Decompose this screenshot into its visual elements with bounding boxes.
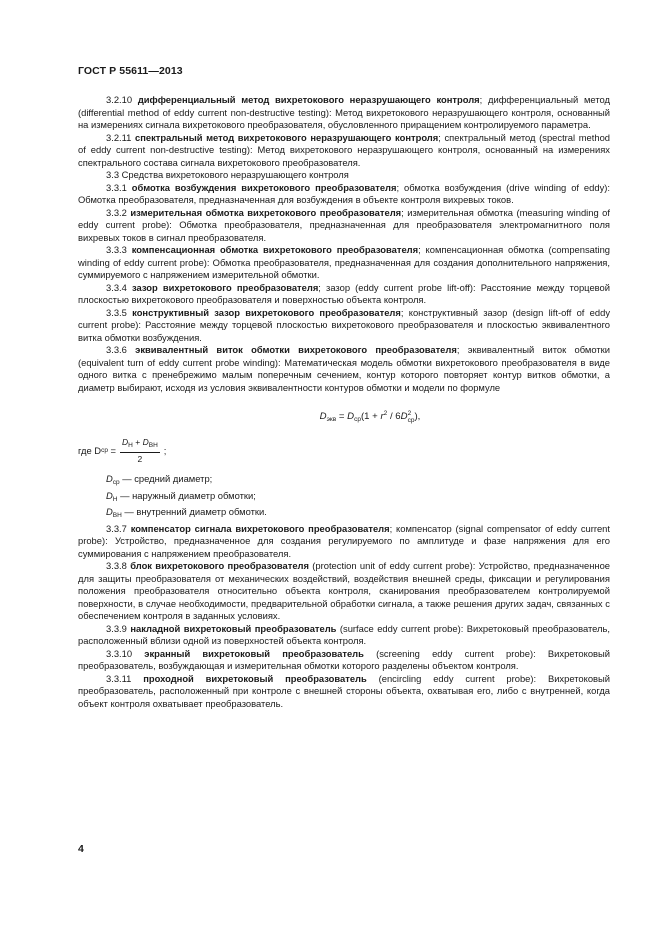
mean-diameter-fraction: $\frac{D_Н + D_{ВН}}{2}$ xyxy=(122,437,158,464)
paragraph-3-3-11: 3.3.11 проходной вихретоковый преобразователь (encircling eddy current probe): Вихретоковый преобразователь, расположенный при контроле с внешней стороны объекта, охватывая его, либо с внутренней, когда объект контроля охватывает преобразователь. xyxy=(78,672,611,709)
paragraph-3-3-2: 3.3.2 измерительная обмотка вихретокового преобразователя; измерительная обмотка (measuring winding of eddy current probe): Обмотка преобразователя, предназначенная для преобразователя электромагнитного поля вихревых токов в сигнал преобразователя. xyxy=(78,206,610,243)
paragraph-3-3-3: 3.3.3 компенсационная обмотка вихретокового преобразователя; компенсационная обмотка (compensating winding of eddy current probe): Обмотка преобразователя, предназначенная для создания дополнительного напряжения, суммируемого с напряжением измерительной обмотки. xyxy=(78,244,610,280)
paragraph-3-3-7: 3.3.7 компенсатор сигнала вихретокового преобразователя; компенсатор (signal compensator of eddy current probe): Устройство, предназначенное для создания регулируемого по амплитуде и фазе напряжения для его суммирования с напряжением преобразователя. xyxy=(78,522,611,559)
definition-item: $D_{ВН}$ — внутренний диаметр обмотки. xyxy=(106,506,267,519)
paragraph-3-3-5: 3.3.5 конструктивный зазор вихретокового преобразователя; конструктивный зазор (design lift-off of eddy current probe): Расстояние между торцевой плоскостью вихретокового преобразователя и плоскостью эквивалентного витка обмотки возбуждения. xyxy=(78,306,611,343)
symbol-definitions xyxy=(106,473,610,523)
standard-title: ГОСТ Р 55611—2013 xyxy=(78,65,183,77)
paragraph-3-3-1: 3.3.1 обмотка возбуждения вихретокового преобразователя; обмотка возбуждения (drive winding of eddy): Обмотка преобразователя, предназначенная для возбуждения в объекте контроля вихревых токов. xyxy=(78,181,610,205)
page-number: 4 xyxy=(78,843,84,855)
paragraph-3-2-11: 3.2.11 спектральный метод вихретокового неразрушающего контроля; спектральный метод (spectral method of eddy current non-destructive testing): Метод вихретокового неразрушающего контроля, основанный на измерениях спектрального состава сигнала вихретокового преобразователя. xyxy=(78,131,611,168)
paragraph-3-3-8: 3.3.8 блок вихретокового преобразователя (protection unit of eddy current probe): Устройство, предназначенное для защиты преобразователя от механических воздействий, воздействия внешней среды, фиксации и регулирования положения преобразователя относительно объекта контроля, сканирования преобразователем контролируемой поверхности, в случае необходимости, предварительной обработки сигнала, а также решения других задач, связанных с обеспечением контроля в заданных условиях. xyxy=(78,560,611,621)
paragraph-3-3: 3.3 Средства вихретокового неразрушающего контроля xyxy=(106,169,349,180)
formula-where-clause: где D ср = $\frac{D_Н + D_{ВН}}{2}$ ; xyxy=(78,437,167,464)
content xyxy=(78,94,610,710)
definition-item: $D_Н$ — наружный диаметр обмотки; xyxy=(106,489,256,503)
paragraph-3-3-10: 3.3.10 экранный вихретоковый преобразователь (screening eddy current probe): Вихретоковый преобразователь, возбуждающая и измерительная обмотки которого разделены объектом контроля. xyxy=(78,647,610,671)
paragraph-3-2-10: 3.2.10 дифференциальный метод вихретокового неразрушающего контроля; дифференциальный метод (differential method of eddy current non-destructive testing): Метод вихретокового неразрушающего контроля, основанный на измерениях сигнала вихретокового преобразователя, обусловленного приращением контролируемого параметра. xyxy=(78,94,611,130)
paragraph-3-3-9: 3.3.9 накладной вихретоковый преобразователь (surface eddy current probe): Вихретоковый преобразователь, расположенный вблизи одной из поверхностей объекта контроля. xyxy=(78,622,611,646)
paragraph-3-3-4: 3.3.4 зазор вихретокового преобразователя; зазор (eddy current probe lift-off): Расстояние между торцевой плоскостью вихретокового преобразователя и поверхностью объекта контроля. xyxy=(78,281,610,305)
equivalent-diameter-formula: $D_{экв} = D_{ср}(1 + r^2 / 6D2$ ср), xyxy=(319,410,421,424)
paragraph-3-3-6: 3.3.6 эквивалентный виток обмотки вихретокового преобразователя; эквивалентный виток обмотки (equivalent turn of eddy current probe winding): Математическая модель обмотки вихретокового преобразователя в виде одного витка с пренебрежимо малым поперечным сечением, контур которого повторяет контур витков обмотки, а диаметр выбирают, исходя из условия эквивалентности контуров обмотки и модели по формуле xyxy=(78,344,610,393)
definition-item: $D_{ср}$ — средний диаметр; xyxy=(106,473,213,486)
